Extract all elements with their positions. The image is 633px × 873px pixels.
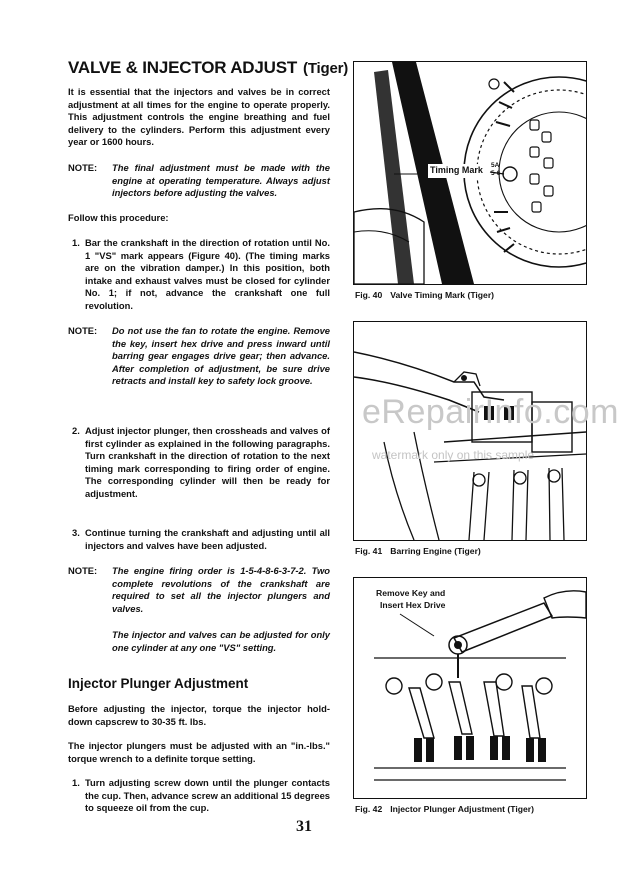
figure-42-illustration <box>354 578 586 798</box>
note-3b-text: The injector and valves can be adjusted for only one cylinder at any one "VS" setting. <box>112 629 330 653</box>
step-1-number: 1. <box>72 237 80 248</box>
figure-40-number: Fig. 40 <box>355 290 383 300</box>
step-2-number: 2. <box>72 425 80 436</box>
intro-paragraph: It is essential that the injectors and valves be in correct adjustment at all times for the engine to operate properly. This adjustment controls the engine breathing and fuel delivery to the cylinders. Perform this adjustment every year or 1600 hours. <box>68 86 330 148</box>
section-heading: Injector Plunger Adjustment <box>68 676 249 691</box>
step-1 <box>68 237 330 313</box>
figure-40 <box>353 61 587 285</box>
step-3-number: 3. <box>72 527 80 538</box>
figure-40-label: Timing Mark <box>430 165 483 175</box>
paragraph-inlbs: The injector plungers must be adjusted with an "in.-lbs." torque wrench to a definite torque setting. <box>68 740 330 764</box>
figure-42-label-line2: Insert Hex Drive <box>380 600 446 610</box>
step-3 <box>68 527 330 552</box>
figure-40-mark-top: 5A <box>491 162 500 169</box>
step-4-text: Turn adjusting screw down until the plunger contacts the cup. Then, advance screw an additional 15 degrees to squeeze oil from the cup. <box>85 777 330 814</box>
note-2 <box>68 325 330 388</box>
note-1 <box>68 162 330 200</box>
note-3b <box>68 629 330 654</box>
note-3 <box>68 565 330 615</box>
note-2-label: NOTE: <box>68 325 98 336</box>
step-2 <box>68 425 330 501</box>
step-4 <box>68 777 330 815</box>
step-3-text: Continue turning the crankshaft and adjusting until all injectors and valves have been adjusted. <box>85 527 330 551</box>
figure-41-caption-text: Barring Engine (Tiger) <box>390 546 481 556</box>
figure-42-caption <box>355 804 534 814</box>
note-3-text: The engine firing order is 1-5-4-8-6-3-7-2. Two complete revolutions of the crankshaft are required to set all the injector plungers and valves. <box>112 565 330 614</box>
title-main: VALVE & INJECTOR ADJUST <box>68 58 298 77</box>
figure-42 <box>353 577 587 799</box>
note-2-text: Do not use the fan to rotate the engine. Remove the key, insert hex drive and press inward until barring gear engages drive gear; then advance. After completion of adjustment, be sure drive retracts and install key to safety lock groove. <box>112 325 330 387</box>
figure-40-mark-bottom: 5-6 <box>491 170 501 177</box>
page-title <box>68 58 348 78</box>
note-3-label: NOTE: <box>68 565 98 576</box>
watermark-main: eRepairInfo.com <box>362 393 619 431</box>
step-4-number: 1. <box>72 777 80 788</box>
figure-41-caption <box>355 546 481 556</box>
step-1-text: Bar the crankshaft in the direction of rotation until No. 1 "VS" mark appears (Figure 40). (The timing marks are on the vibration damper.) In this position, both intake and exhaust valves must be closed for cylinder No. 1; if not, advance the crankshaft one full revolution. <box>85 237 330 311</box>
note-1-text: The final adjustment must be made with the engine at operating temperature. Always adjust injectors before adjusting the valves. <box>112 162 330 199</box>
figure-42-number: Fig. 42 <box>355 804 383 814</box>
figure-42-caption-text: Injector Plunger Adjustment (Tiger) <box>390 804 534 814</box>
watermark-sub: watermark only on this sample <box>372 448 535 462</box>
figure-42-label-line1: Remove Key and <box>376 588 446 598</box>
title-sub: (Tiger) <box>303 60 349 77</box>
page-number: 31 <box>296 818 312 835</box>
figure-40-caption-text: Valve Timing Mark (Tiger) <box>390 290 495 300</box>
step-2-text: Adjust injector plunger, then crossheads and valves of first cylinder as explained in the following paragraphs. Turn crankshaft in the direction of rotation to the next timing mark corresponding to firing order of engine. The corresponding cylinder will then be ready for adjustment. <box>85 425 330 499</box>
follow-procedure: Follow this procedure: <box>68 212 169 223</box>
note-1-label: NOTE: <box>68 162 98 173</box>
figure-40-caption <box>355 290 494 300</box>
figure-41-number: Fig. 41 <box>355 546 383 556</box>
paragraph-torque: Before adjusting the injector, torque the injector hold-down capscrew to 30-35 ft. lbs. <box>68 703 330 727</box>
